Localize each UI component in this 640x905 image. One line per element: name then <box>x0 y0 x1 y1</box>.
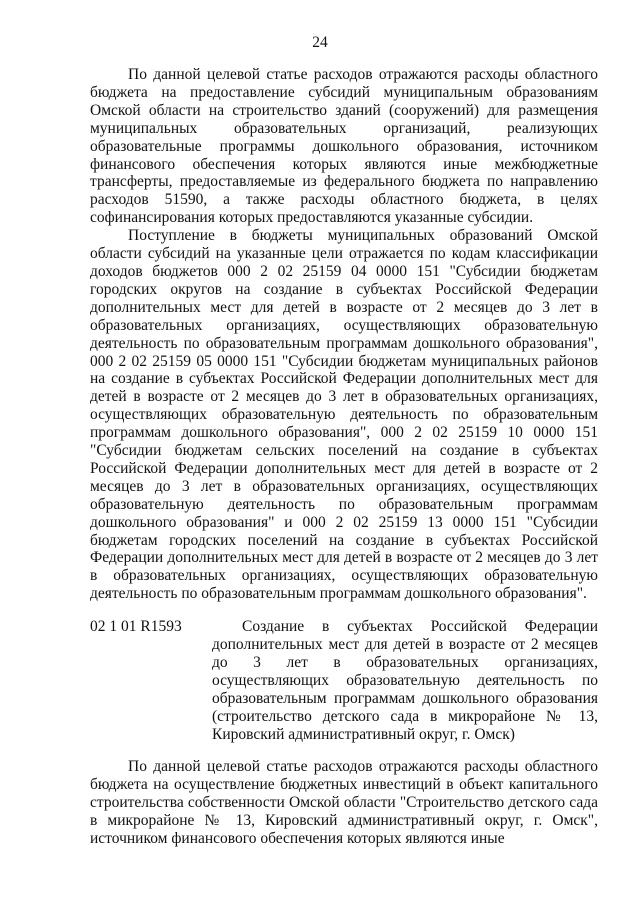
paragraph-income-codes: Поступление в бюджеты муниципальных образований Омской области субсидий на указанные цели отражается по кодам классификации доходов бюджетов 000 2 02 25159 04 0000 151 "Субсидии бюджетам городских округов на создание в субъектах Российской Федерации дополнительных мест для детей в возрасте от 2 месяцев до 3 лет в образовательных организациях, осуществляющих образовательную деятельность по образовательным программам дошкольного образования", 000 2 02 25159 05 0000 151 "Субсидии бюджетам муниципальных районов на создание в субъектах Российской Федерации дополнительных мест для детей в возрасте от 2 месяцев до 3 лет в образовательных организациях, осуществляющих образовательную деятельность по образовательным программам дошкольного образования", 000 2 02 25159 10 0000 151 "Субсидии бюджетам сельских поселений на создание в субъектах Российской Федерации дополнительных мест для детей в возрасте от 2 месяцев до 3 лет в образовательных организациях, осуществляющих образовательную деятельность по образовательным программам дошкольного образования" и 000 2 02 25159 13 0000 151 "Субсидии бюджетам городских поселений на создание в субъектах Российской Федерации дополнительных мест для детей в возрасте от 2 месяцев до 3 лет в образовательных организациях, осуществляющих образовательную деятельность по образовательным программам дошкольного образования". <box>90 227 598 603</box>
page-number: 24 <box>312 34 328 51</box>
document-body <box>90 66 598 848</box>
classification-code: 02 1 01 R1593 <box>90 618 182 636</box>
classification-entry <box>90 618 598 744</box>
paragraph-expense-description: По данной целевой статье расходов отражаются расходы областного бюджета на предоставление субсидий муниципальным образованиям Омской области на строительство зданий (сооружений) для размещения муниципальных образовательных организаций, реализующих образовательные программы дошкольного образования, источником финансового обеспечения которых являются иные межбюджетные трансферты, предоставляемые из федерального бюджета по направлению расходов 51590, а также расходы областного бюджета, в целях софинансирования которых предоставляются указанные субсидии. <box>90 66 598 227</box>
paragraph-investment-description: По данной целевой статье расходов отражаются расходы областного бюджета на осуществление бюджетных инвестиций в объект капитального строительства собственности Омской области "Строительство детского сада в микрорайоне № 13, Кировский административный округ, г. Омск", источником финансового обеспечения которых являются иные <box>90 758 598 847</box>
classification-description: Создание в субъектах Российской Федерации дополнительных мест для детей в возрасте от 2 месяцев до 3 лет в образовательных организациях, осуществляющих образовательную деятельность по образовательным программам дошкольного образования (строительство детского сада в микрорайоне № 13, Кировский административный округ, г. Омск) <box>212 618 598 743</box>
